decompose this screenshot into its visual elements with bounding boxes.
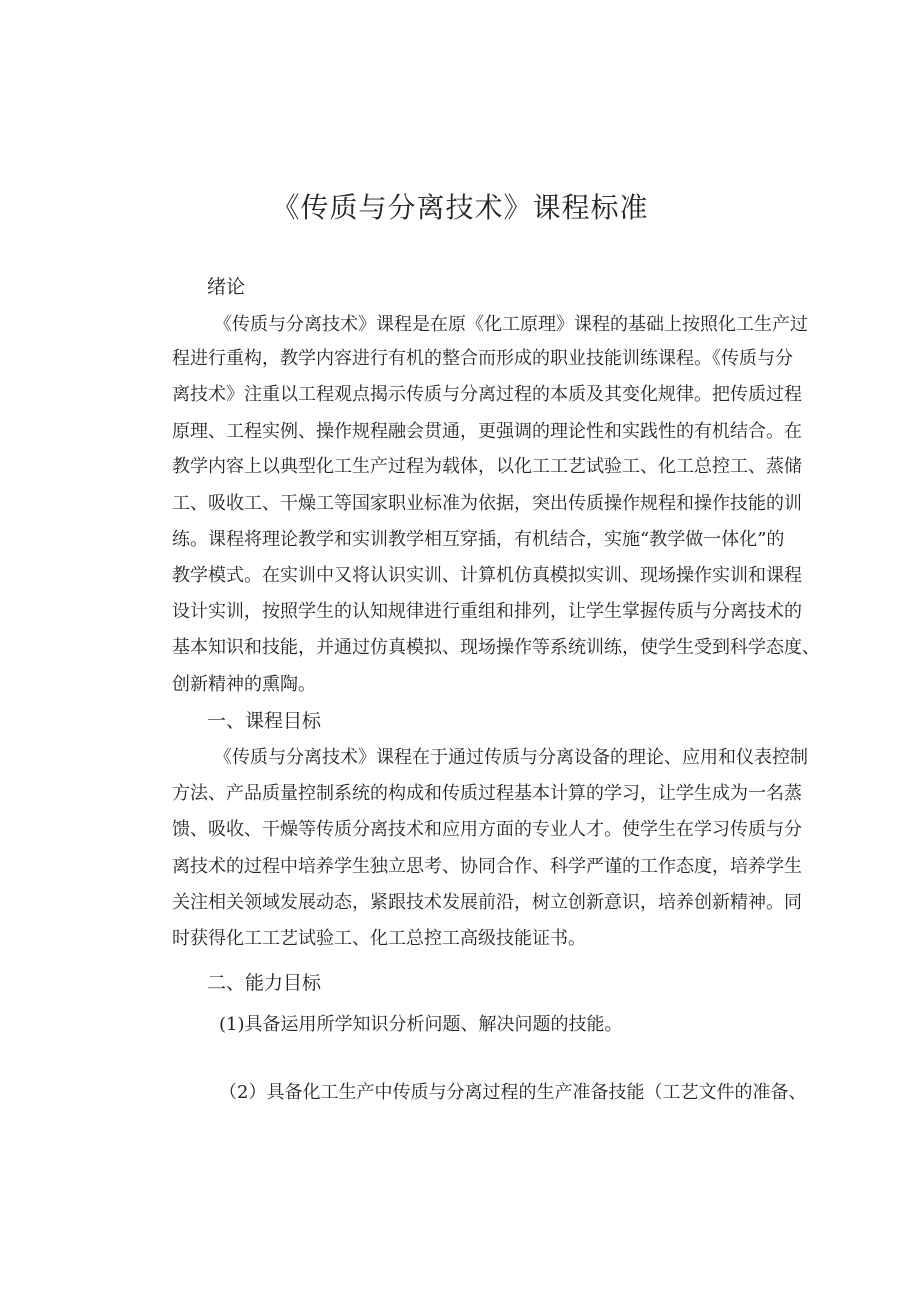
section1-line: 离技术的过程中培养学生独立思考、协同合作、科学严谨的工作态度，培养学生 (172, 856, 802, 877)
section1-line: 方法、产品质量控制系统的构成和传质过程基本计算的学习，让学生成为一名蒸 (172, 783, 802, 804)
intro-line: 离技术》注重以工程观点揭示传质与分离过程的本质及其变化规律。把传质过程 (172, 384, 802, 405)
intro-line: 设计实训，按照学生的认知规律进行重组和排列，让学生掌握传质与分离技术的 (172, 601, 802, 622)
section-heading-course-goals: 一、课程目标 (207, 710, 322, 732)
intro-line: 原理、工程实例、操作规程融会贯通，更强调的理论性和实践性的有机结合。在 (172, 421, 802, 442)
section-heading-ability-goals: 二、能力目标 (207, 972, 322, 994)
intro-line: 工、吸收工、干燥工等国家职业标准为依据，突出传质操作规程和操作技能的训 (172, 493, 802, 514)
ability-item: (1)具备运用所学知识分析问题、解决问题的技能。 (219, 1014, 623, 1035)
intro-line: 程进行重构，教学内容进行有机的整合而形成的职业技能训练课程。《传质与分 (172, 348, 793, 369)
ability-item: （2）具备化工生产中传质与分离过程的生产准备技能（工艺文件的准备、 (219, 1082, 807, 1103)
intro-line: 创新精神的熏陶。 (172, 674, 316, 695)
intro-line: 基本知识和技能，并通过仿真模拟、现场操作等系统训练，使学生受到科学态度、 (172, 637, 820, 658)
section1-line: 时获得化工工艺试验工、化工总控工高级技能证书。 (172, 928, 586, 949)
intro-line: 《传质与分离技术》课程是在原《化工原理》课程的基础上按照化工生产过 (214, 314, 808, 335)
section1-line: 馈、吸收、干燥等传质分离技术和应用方面的专业人才。使学生在学习传质与分 (172, 819, 802, 840)
section1-line: 关注相关领域发展动态，紧跟技术发展前沿，树立创新意识，培养创新精神。同 (172, 892, 802, 913)
document-title: 《传质与分离技术》课程标准 (271, 191, 649, 224)
intro-line: 教学模式。在实训中又将认识实训、计算机仿真模拟实训、现场操作实训和课程 (172, 565, 802, 586)
intro-line: 练。课程将理论教学和实训教学相互穿插，有机结合，实施“教学做一体化”的 (172, 529, 785, 550)
section1-line: 《传质与分离技术》课程在于通过传质与分离设备的理论、应用和仪表控制 (214, 747, 808, 768)
intro-line: 教学内容上以典型化工生产过程为载体，以化工工艺试验工、化工总控工、蒸储 (172, 456, 802, 477)
intro-heading: 绪论 (207, 276, 246, 298)
